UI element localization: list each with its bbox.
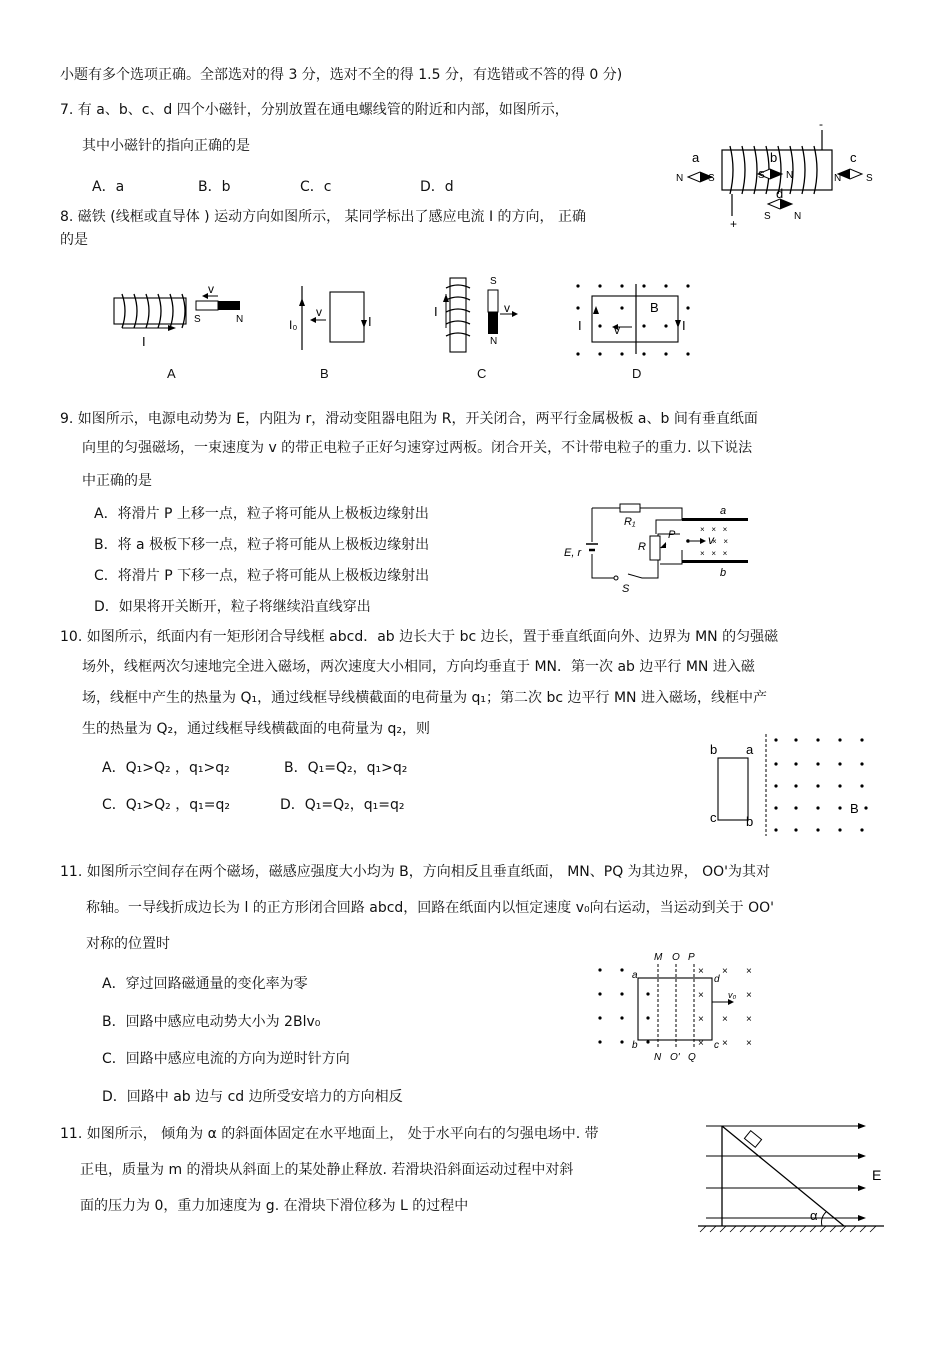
q8-stem-line2: 的是 — [60, 232, 88, 248]
q11a-label-o: O — [672, 952, 680, 963]
q8d-i-right: I — [682, 318, 686, 333]
q7-label-b: b — [770, 150, 778, 165]
q10-field-dots — [774, 738, 867, 831]
q8a-magnet-n — [218, 301, 240, 310]
q7-c-s: S — [866, 173, 873, 184]
q9-r1-label: R₁ — [624, 516, 636, 528]
q11a-figure — [592, 948, 768, 1062]
q7-option-b[interactable]: B．b — [198, 179, 231, 195]
q11a-label-b: b — [632, 1040, 638, 1051]
q8c-solenoid — [450, 278, 466, 352]
q11a-stem-line1: 11. 如图所示空间存在两个磁场，磁感应强度大小均为 B，方向相反且垂直纸面， MN、PQ 为其边界， OO'为其对 — [60, 864, 771, 880]
q8-figure-c — [432, 272, 532, 358]
q11a-label-q: Q — [688, 1052, 696, 1063]
q9-s-label: S — [622, 583, 630, 595]
q8d-field-dots — [576, 284, 689, 355]
q8-figure-d — [570, 280, 700, 360]
q7-option-d[interactable]: D．d — [420, 179, 454, 195]
q7-b-s: S — [758, 170, 765, 181]
q8d-b: B — [650, 300, 659, 315]
intro-text: 小题有多个选项正确。全部选对的得 3 分，选对不全的得 1.5 分，有选错或不答的得 0 分) — [60, 67, 623, 83]
q7-label-d: d — [776, 186, 784, 201]
q11a-label-m: M — [654, 952, 663, 963]
q11a-option-c[interactable]: C．回路中感应电流的方向为逆时针方向 — [102, 1051, 350, 1067]
q9-particle — [686, 539, 690, 543]
svg-text:×: × — [746, 990, 752, 1001]
q9-option-b[interactable]: B．将 a 极板下移一点，粒子将可能从上极板边缘射出 — [94, 537, 430, 553]
q10-stem-line4: 生的热量为 Q₂，通过线框导线横截面的电荷量为 q₂，则 — [82, 721, 431, 737]
q11a-dots-left — [598, 968, 649, 1043]
q9-stem-line2: 向里的匀强磁场，一束速度为 v 的带正电粒子正好匀速穿过两板。闭合开关，不计带电粒子的重力. 以下说法 — [82, 440, 753, 456]
q11b-angle-arc — [822, 1212, 827, 1226]
q10-figure — [704, 732, 874, 838]
q9-rheostat — [650, 536, 660, 560]
q8c-magnet-s — [488, 290, 498, 312]
svg-text:× × ×: × × × — [700, 525, 728, 534]
q7-d-s: S — [764, 211, 771, 222]
q7-minus-label: - — [819, 117, 823, 131]
q10-label-b-bottom: b — [746, 814, 754, 829]
q8a-n: N — [236, 314, 244, 325]
q11b-label-e: E — [872, 1167, 882, 1183]
q11a-label-c: c — [714, 1040, 719, 1051]
q7-c-n: N — [834, 173, 842, 184]
q8a-v: v — [208, 282, 214, 296]
q8b-i0: I₀ — [289, 318, 298, 332]
q7-a-s: S — [708, 173, 715, 184]
q9-resistor-r1 — [620, 504, 640, 512]
q8a-magnet-s — [196, 301, 218, 310]
q10-frame — [718, 758, 748, 820]
q7-a-n: N — [676, 173, 684, 184]
q10-label-field-b: B — [850, 801, 859, 816]
q7-d-n: N — [794, 211, 802, 222]
q9-a-label: a — [720, 505, 727, 517]
svg-text:×: × — [722, 966, 728, 977]
q8-caption-c[interactable]: C — [477, 366, 487, 381]
svg-text:×: × — [746, 1038, 752, 1049]
q11b-ground-hatch — [700, 1226, 876, 1232]
q8b-i: I — [368, 314, 372, 329]
q10-option-b[interactable]: B．Q₁=Q₂，q₁>q₂ — [284, 760, 408, 776]
q11a-label-n: N — [654, 1052, 662, 1063]
q10-option-c[interactable]: C．Q₁>Q₂ ，q₁=q₂ — [102, 797, 230, 813]
q8-caption-b[interactable]: B — [320, 366, 329, 381]
q8c-i: I — [434, 304, 438, 319]
q9-p-label: P — [668, 529, 676, 541]
q11a-stem-line2: 称轴。一导线折成边长为 l 的正方形闭合回路 abcd，回路在纸面内以恒定速度 v₀向右运动，当运动到关于 OO' — [86, 900, 774, 916]
q8a-i: I — [142, 334, 146, 349]
q10-label-c: c — [710, 810, 717, 825]
q9-r-label: R — [638, 541, 646, 553]
q11b-figure — [694, 1118, 894, 1236]
q10-stem-line3: 场，线框中产生的热量为 Q₁，通过线框导线横截面的电荷量为 q₁；第二次 bc 边平行 MN 进入磁场，线框中产 — [82, 690, 767, 706]
svg-text:× ×: × × — [712, 537, 729, 546]
q9-stem-line1: 9. 如图所示，电源电动势为 E，内阻为 r，滑动变阻器电阻为 R，开关闭合，两平行金属极板 a、b 间有垂直纸面 — [60, 411, 758, 427]
q11a-stem-line3: 对称的位置时 — [86, 936, 170, 952]
q11b-slider-block — [744, 1131, 761, 1148]
q8-figure-a — [108, 284, 258, 354]
q7-b-n: N — [786, 170, 794, 181]
q11b-stem-line2: 正电，质量为 m 的滑块从斜面上的某处静止释放. 若滑块沿斜面运动过程中对斜 — [80, 1162, 574, 1178]
q10-option-a[interactable]: A．Q₁>Q₂ ，q₁>q₂ — [102, 760, 230, 776]
q9-plate-a — [682, 518, 748, 521]
q7-label-a: a — [692, 150, 700, 165]
q10-label-b-top: b — [710, 742, 718, 757]
q9-circuit-figure — [562, 498, 762, 594]
svg-text:×: × — [722, 1014, 728, 1025]
svg-text:×: × — [698, 1038, 704, 1049]
q11b-label-alpha: α — [810, 1208, 818, 1223]
q11b-field-lines — [706, 1126, 864, 1218]
q8-caption-a[interactable]: A — [167, 366, 176, 381]
q8c-magnet-n — [488, 312, 498, 334]
q11a-label-d: d — [714, 974, 720, 985]
q8d-i-left: I — [578, 318, 582, 333]
q8d-v: v — [614, 323, 620, 337]
q9-wires — [592, 508, 682, 578]
svg-text:×: × — [722, 1038, 728, 1049]
q10-stem-line1: 10. 如图所示，纸面内有一矩形闭合导线框 abcd．ab 边长大于 bc 边长，置于垂直纸面向外、边界为 MN 的匀强磁 — [60, 629, 779, 645]
svg-text:× × ×: × × × — [700, 549, 728, 558]
q9-option-a[interactable]: A．将滑片 P 上移一点，粒子将可能从上极板边缘射出 — [94, 506, 429, 522]
q11b-incline-slope — [722, 1126, 844, 1226]
q8c-v: v — [504, 301, 510, 315]
q10-option-d[interactable]: D．Q₁=Q₂，q₁=q₂ — [280, 797, 405, 813]
q11a-label-v0: v₀ — [728, 990, 737, 1000]
q11a-label-p: P — [688, 952, 695, 963]
q10-label-a: a — [746, 742, 754, 757]
q8c-n: N — [490, 336, 498, 347]
q9-option-c[interactable]: C．将滑片 P 下移一点，粒子将可能从上极板边缘射出 — [94, 568, 430, 584]
q11a-loop — [638, 978, 712, 1040]
q8-figure-b — [286, 284, 386, 354]
q10-stem-line2: 场外，线框两次匀速地完全进入磁场，两次速度大小相同，方向均垂直于 MN．第一次 ab 边平行 MN 进入磁 — [82, 659, 755, 675]
q8-caption-d[interactable]: D — [632, 366, 642, 381]
q8-stem-line1: 8. 磁铁 (线框或直导体 ) 运动方向如图所示， 某同学标出了感应电流 I 的方向， 正确 — [60, 209, 587, 225]
q11a-option-d[interactable]: D．回路中 ab 边与 cd 边所受安培力的方向相反 — [102, 1089, 403, 1105]
q8c-s: S — [490, 276, 497, 287]
q8b-loop — [330, 292, 364, 342]
q8b-v: v — [316, 305, 322, 319]
q9-er-label: E, r — [564, 547, 582, 559]
q7-stem-line2: 其中小磁针的指向正确的是 — [82, 138, 250, 154]
q9-stem-line3: 中正确的是 — [82, 473, 152, 489]
q11a-label-a: a — [632, 970, 638, 981]
q7-solenoid-figure — [670, 118, 885, 233]
q8a-s: S — [194, 314, 201, 325]
svg-text:×: × — [746, 1014, 752, 1025]
q9-option-d[interactable]: D．如果将开关断开，粒子将继续沿直线穿出 — [94, 599, 371, 615]
q9-b-label: b — [720, 567, 727, 579]
q7-option-c[interactable]: C．c — [300, 179, 332, 195]
q7-plus-label: + — [730, 217, 738, 231]
q11b-stem-line1: 11. 如图所示， 倾角为 α 的斜面体固定在水平地面上， 处于水平向右的匀强电场中. 带 — [60, 1126, 599, 1142]
q9-switch — [614, 576, 618, 580]
svg-text:×: × — [698, 1014, 704, 1025]
q7-label-c: c — [850, 150, 857, 165]
q9-plate-b — [682, 560, 748, 563]
q7-stem-line1: 7. 有 a、b、c、d 四个小磁针，分别放置在通电螺线管的附近和内部，如图所示， — [60, 102, 569, 118]
q7-option-a[interactable]: A．a — [92, 179, 125, 195]
q9-v-label: v — [708, 533, 714, 547]
svg-text:×: × — [698, 966, 704, 977]
svg-text:×: × — [746, 966, 752, 977]
svg-text:×: × — [698, 990, 704, 1001]
q11a-label-o-prime: O' — [670, 1052, 680, 1063]
q11b-stem-line3: 面的压力为 0，重力加速度为 g. 在滑块下滑位移为 L 的过程中 — [80, 1198, 469, 1214]
q11a-option-a[interactable]: A．穿过回路磁通量的变化率为零 — [102, 976, 308, 992]
q8d-loop — [592, 296, 678, 342]
q11a-option-b[interactable]: B．回路中感应电动势大小为 2Blv₀ — [102, 1014, 321, 1030]
